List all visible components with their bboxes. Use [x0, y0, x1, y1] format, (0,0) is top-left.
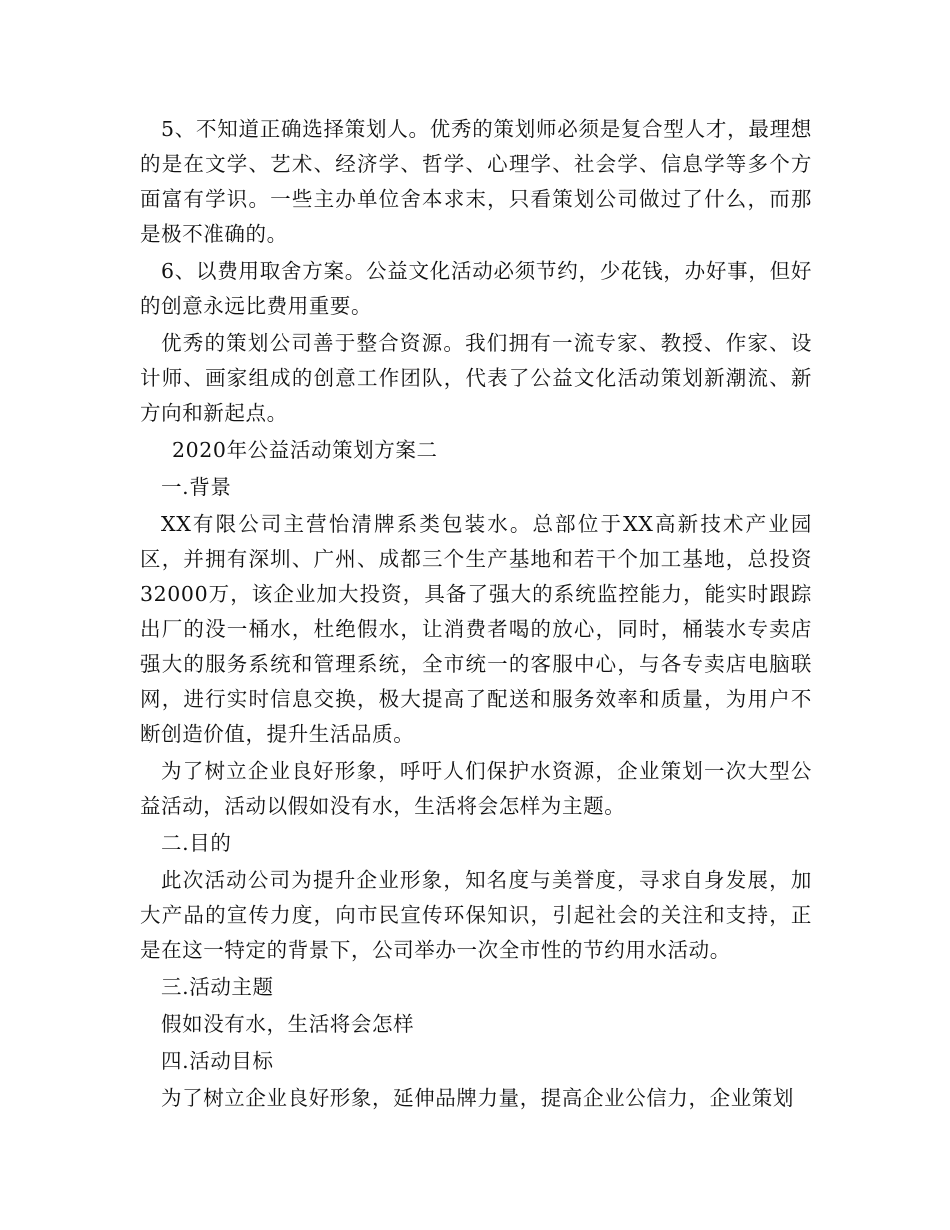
goal-paragraph: 为了树立企业良好形象，延伸品牌力量，提高企业公信力，企业策划 — [161, 1086, 794, 1110]
purpose-heading: 二.目的 — [161, 831, 232, 855]
paragraph-cost-choice: 6、以费用取舍方案。公益文化活动必须节约，少花钱，办好事，但好的创意永远比费用重要。 — [140, 259, 812, 318]
goal-heading: 四.活动目标 — [161, 1049, 274, 1073]
background-paragraph-company: XX有限公司主营怡清牌系类包装水。总部位于XX高新技术产业园区，并拥有深圳、广州、成都三个生产基地和若干个加工基地，总投资32000万，该企业加大投资，具备了强大的系统监控能力，能实时跟踪出厂的没一桶水，杜绝假水，让消费者喝的放心，同时，桶装水专卖店强大的服务系统和管理系统，全市统一的客服中心，与各专卖店电脑联网，进行实时信息交换，极大提高了配送和服务效率和质量，为用户不断创造价值，提升生活品质。 — [140, 512, 812, 746]
background-heading: 一.背景 — [161, 475, 232, 499]
theme-paragraph: 假如没有水，生活将会怎样 — [161, 1012, 415, 1036]
purpose-paragraph: 此次活动公司为提升企业形象，知名度与美誉度，寻求自身发展，加大产品的宣传力度，向市民宣传环保知识，引起社会的关注和支持，正是在这一特定的背景下，公司举办一次全市性的节约用水活动。 — [140, 868, 812, 962]
theme-heading: 三.活动主题 — [161, 975, 274, 999]
paragraph-choose-planner: 5、不知道正确选择策划人。优秀的策划师必须是复合型人才，最理想的是在文学、艺术、经济学、哲学、心理学、社会学、信息学等多个方面富有学识。一些主办单位舍本求末，只看策划公司做过了什么，而那是极不准确的。 — [140, 117, 812, 246]
background-paragraph-event: 为了树立企业良好形象，呼吁人们保护水资源，企业策划一次大型公益活动，活动以假如没有水，生活将会怎样为主题。 — [140, 759, 812, 818]
section-title: 2020年公益活动策划方案二 — [172, 438, 438, 462]
paragraph-integrate-resources: 优秀的策划公司善于整合资源。我们拥有一流专家、教授、作家、设计师、画家组成的创意工作团队，代表了公益文化活动策划新潮流、新方向和新起点。 — [140, 331, 812, 425]
document-page — [140, 112, 812, 1118]
